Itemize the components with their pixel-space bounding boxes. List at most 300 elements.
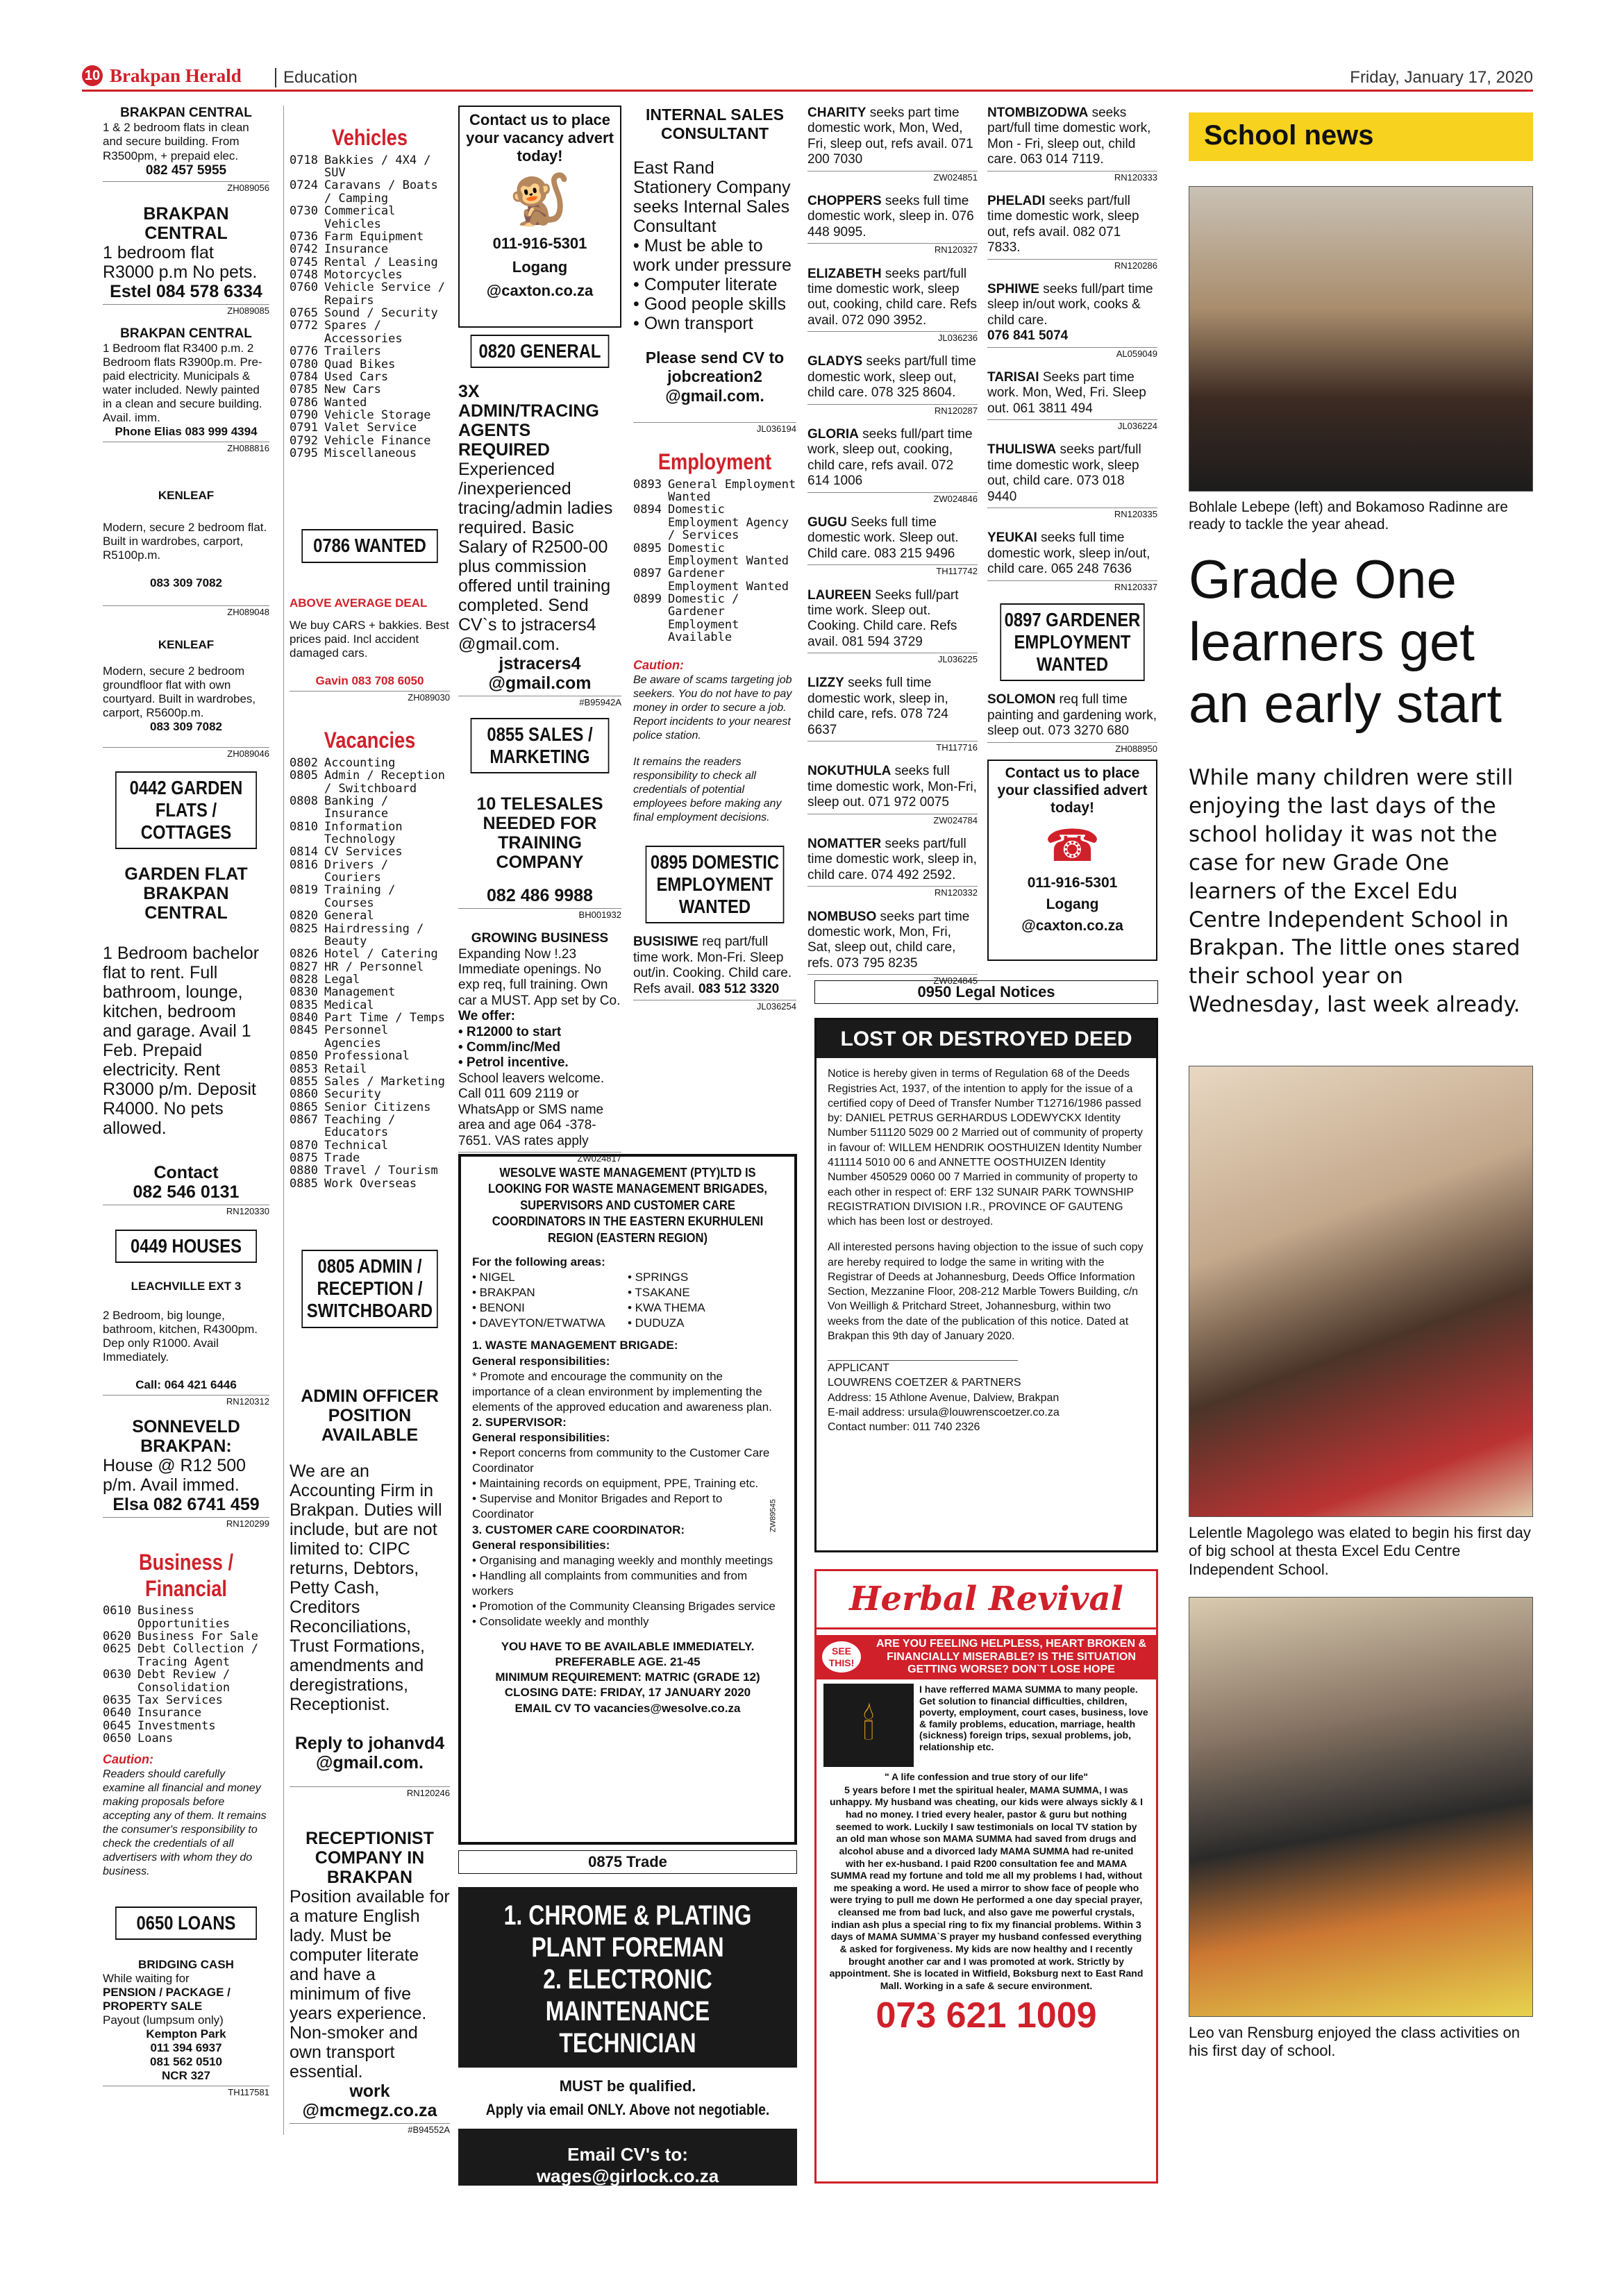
category-label: Valet Service — [324, 421, 417, 435]
category-code: 0808 — [290, 794, 318, 808]
classified-ref: ZW024784 — [807, 814, 978, 826]
category-code: 0610 — [103, 1604, 131, 1618]
classified-ref: JL036225 — [807, 653, 978, 664]
ad-ref: ZH089046 — [103, 747, 269, 759]
classified-entry — [807, 354, 978, 401]
category-row — [290, 1088, 450, 1100]
category-row — [290, 986, 450, 998]
ad-body: 2 Bedroom, big lounge, bathroom, kitchen, R4300pm. Dep only R1000. Avail Immediately. — [103, 1308, 258, 1364]
category-label: Security — [324, 1087, 381, 1102]
wesolve-subhead: General responsibilities: — [472, 1538, 610, 1552]
ad-body: 1 bedroom flat R3000 p.m No pets. — [103, 243, 258, 283]
category-row — [290, 1012, 450, 1024]
category-label: Vehicle Finance — [324, 433, 431, 448]
category-code: 0784 — [290, 369, 318, 384]
category-row — [290, 319, 450, 345]
ad-phone: Phone Elias 083 999 4394 — [115, 425, 258, 439]
classified-body: seeks part/full time domestic work, sleep out, refs avail. 082 071 7833. — [987, 193, 1139, 255]
ad-offer-item: • Petrol incentive. — [458, 1055, 569, 1071]
wesolve-list — [472, 1553, 783, 1629]
ad-title: LEACHVILLE EXT 3 — [131, 1279, 242, 1293]
category-code: 0853 — [290, 1062, 318, 1076]
category-row — [290, 281, 450, 307]
ad-ref: ZH089056 — [103, 181, 269, 193]
trade-must: MUST be qualified. — [559, 2077, 696, 2095]
category-label: Training / Courses — [324, 883, 396, 910]
category-row — [290, 1024, 450, 1050]
classified-name: NTOMBIZODWA — [987, 106, 1089, 120]
classified-body: seeks full/part time work, sleep out, cooking, child care, refs avail. 072 614 1006 — [807, 427, 973, 489]
herbal-title: Herbal Revival — [817, 1571, 1156, 1629]
ad-title: BRAKPAN CENTRAL — [143, 204, 229, 244]
classified-entry — [987, 194, 1157, 256]
category-label: Business Opportunities — [137, 1604, 231, 1631]
ad-offer: We offer: — [458, 1009, 515, 1024]
wesolve-text: * Promote and encourage the community on the importance of a clean environment by implementing the elements of the approved education and awareness plan. — [472, 1369, 772, 1414]
category-label: Insurance — [324, 242, 389, 257]
classified-body: seeks full time domestic work, sleep in. 076 448 9095. — [807, 193, 974, 240]
category-row — [290, 821, 450, 846]
ad-bullet: • Must be able to work under pressure — [633, 236, 792, 276]
classified-entry — [807, 106, 978, 168]
section-name: Education — [275, 68, 358, 87]
ad-body: We are an Accounting Firm in Brakpan. Duties will include, but are not limited to: CIPC returns, Debtors, Petty Cash, Creditors Reconciliations, Trust Formations, amendments and deregistrations, Receptionist. — [290, 1461, 442, 1714]
article-body: While many children were still enjoying the last days of the school holiday it was not the case for new Grade One learners of the Excel Edu Centre Independent School in Brakpan. The little ones stared their school year on Wednesday, last week already. — [1189, 765, 1521, 1018]
ad-offer-item: • Comm/inc/Med — [458, 1040, 561, 1055]
wesolve-areas — [472, 1270, 783, 1331]
ad-ref: RN120246 — [290, 1786, 450, 1798]
ad-title: BUSISIWE — [633, 935, 698, 950]
ad-entry — [633, 935, 796, 997]
classified-body: seeks full time domestic work, Mon-Fri, sleep out. 071 972 0075 — [807, 764, 977, 810]
list-line: • Handling all complaints from communities and from workers — [472, 1568, 748, 1598]
ad-body: While waiting for — [103, 1972, 190, 1986]
category-row — [633, 542, 796, 568]
category-code: 0772 — [290, 319, 318, 333]
ad-title: RECEPTIONIST COMPANY IN BRAKPAN — [305, 1828, 434, 1887]
classified-entry — [807, 194, 978, 240]
category-code: 0840 — [290, 1011, 318, 1025]
vacancies-category-list — [290, 757, 450, 1190]
category-label: Caravans / Boats / Camping — [324, 178, 438, 206]
list-line: • Supervise and Monitor Brigades and Report to Coordinator — [472, 1492, 723, 1521]
category-row — [290, 1101, 450, 1114]
category-label: Hotel / Catering — [324, 947, 438, 962]
legal-applicant: APPLICANT — [828, 1362, 889, 1375]
category-label: Trade — [324, 1151, 360, 1166]
category-code: 0795 — [290, 446, 318, 461]
ad-ref: RN120330 — [103, 1205, 269, 1216]
classified-entry — [807, 910, 978, 972]
ad-entry — [987, 692, 1157, 739]
category-code: 0855 — [290, 1074, 318, 1089]
classified-body: Seeks part time work. Mon, Wed, Fri. Sleep out. 061 3811 494 — [987, 369, 1146, 416]
trade-job-2: 2. ELECTRONIC MAINTENANCE TECHNICIAN — [543, 1964, 712, 2059]
category-box: 0442 GARDEN FLATS / COTTAGES — [115, 771, 257, 850]
category-label: Accounting — [324, 755, 396, 770]
ad-title: 3X ADMIN/TRACING AGENTS REQUIRED — [458, 382, 599, 460]
ad-body: 1 Bedroom flat R3400 p.m. 2 Bedroom flats R3900p.m. Pre- paid electricity. Municipals & water included. Newly painted in a clean and secure building. Avail. imm. — [103, 342, 262, 425]
category-label: Domestic Employment Wanted — [668, 541, 789, 568]
vehicles-heading: Vehicles — [332, 125, 408, 150]
category-label: Drivers / Couriers — [324, 857, 389, 885]
classified-entry — [807, 764, 978, 810]
category-code: 0640 — [103, 1706, 131, 1720]
classified-ref: TH117716 — [807, 741, 978, 753]
category-code: 0867 — [290, 1112, 318, 1127]
ad-ref: RN120312 — [103, 1395, 269, 1407]
category-row — [290, 948, 450, 960]
category-code: 0625 — [103, 1642, 131, 1657]
ad-body: Payout (lumpsum only) — [103, 2013, 224, 2027]
category-label: Personnel Agencies — [324, 1023, 389, 1050]
candle-icon: 🕯 — [823, 1684, 914, 1767]
category-row — [103, 1732, 269, 1745]
wesolve-section: 1. WASTE MANAGEMENT BRIGADE: — [472, 1339, 678, 1352]
wesolve-subhead: General responsibilities: — [472, 1354, 610, 1368]
wesolve-title: WESOLVE WASTE MANAGEMENT (PTY)LTD IS LOOKING FOR WASTE MANAGEMENT BRIGADES, SUPERVISORS AND CUSTOMER CARE COORDINATORS IN THE EASTERN EKURHULENI REGION (EASTERN REGION) — [487, 1166, 768, 1245]
category-label: Management — [324, 985, 396, 1000]
category-code: 0630 — [103, 1668, 131, 1682]
classified-entry — [807, 676, 978, 738]
category-row — [633, 567, 796, 593]
category-label: Professional — [324, 1049, 410, 1064]
classified-ref: ZW024846 — [807, 492, 978, 504]
classified-body: seeks part/full time domestic work, sleep out, child care. 073 018 9440 — [987, 442, 1141, 504]
trade-email: wages@girlock.co.za — [536, 2165, 719, 2186]
category-code: 0875 — [290, 1151, 318, 1166]
business-heading: Business / Financial — [138, 1549, 234, 1601]
category-label: Used Cars — [324, 369, 389, 384]
classified-entry — [807, 515, 978, 562]
category-row — [290, 421, 450, 434]
list-line: • KWA THEMA — [628, 1301, 705, 1315]
legal-line: E-mail address: ursula@louwrenscoetzer.co.za — [828, 1406, 1060, 1418]
ad-bullet: • Good people skills — [633, 294, 786, 315]
wesolve-subhead: General responsibilities: — [472, 1430, 610, 1444]
category-label: Domestic / Gardener Employment Available — [668, 592, 739, 645]
column-3 — [458, 106, 621, 1164]
classified-name: THULISWA — [987, 442, 1057, 458]
classified-name: GLADYS — [807, 354, 863, 369]
list-line: • Report concerns from community to the Customer Care Coordinator — [472, 1446, 770, 1475]
ad-body: We buy CARS + bakkies. Best prices paid. Incl accident damaged cars. — [290, 618, 449, 660]
classified-name: NOMBUSO — [807, 909, 877, 924]
category-code: 0810 — [290, 819, 318, 834]
ad-title: BRAKPAN CENTRAL — [120, 326, 252, 341]
category-label: Part Time / Temps — [324, 1011, 445, 1025]
legal-paragraph: All interested persons having objection to the issue of such copy are hereby required to lodge the same in writing with the Registrar of Deeds at Johannesburg, Deeds Office Information Section, Mezzanine Floor, 208-212 Marble Towers Building, c/n Von Weilligh & Pritchard Street, Johannesburg, within two weeks from the date of the publication of this notice. Dated at Brakpan this 9th day of January 2020. — [828, 1241, 1144, 1342]
category-label: Hairdressing / Beauty — [324, 921, 424, 948]
category-label: Vehicle Storage — [324, 408, 431, 422]
classified-ref: AL059049 — [987, 347, 1157, 359]
category-label: Tax Services — [137, 1693, 223, 1707]
category-label: Travel / Tourism — [324, 1164, 438, 1178]
category-row — [290, 1164, 450, 1177]
ad-title: KENLEAF — [158, 638, 215, 652]
list-line: • SPRINGS — [628, 1271, 689, 1284]
school-news-banner — [1189, 112, 1533, 161]
ad-body: Modern, secure 2 bedroom flat. Built in wardrobes, carport, R5100p.m. — [103, 520, 267, 562]
employment-category-list — [633, 478, 796, 644]
category-code: 0730 — [290, 204, 318, 219]
ad-body: Position available for a mature English lady. Must be computer literate and have a minimum of five years experience. Non-smoker and own transport essential. — [290, 1886, 450, 2081]
category-code: 0718 — [290, 153, 318, 167]
ad-body: 1 & 2 bedroom flats in clean and secure building. From R3500pm, + prepaid elec. — [103, 121, 249, 162]
category-row — [103, 1694, 269, 1707]
ad-phone: Gavin 083 708 6050 — [315, 673, 424, 687]
ad-body: House @ R12 500 p/m. Avail immed. — [103, 1455, 246, 1495]
ad-body: Modern, secure 2 bedroom groundfloor flat with own courtyard. Built in wardrobes, carport, R5600p.m. — [103, 664, 256, 720]
category-row — [290, 447, 450, 460]
ad-body: East Rand Stationery Company seeks Internal Sales Consultant — [633, 158, 791, 237]
category-label: Bakkies / 4X4 / SUV — [324, 153, 431, 181]
category-label: Spares / Accessories — [324, 319, 403, 346]
category-row — [290, 371, 450, 383]
classified-body: Seeks full time domestic work. Sleep out. Child care. 083 215 9496 — [807, 514, 959, 561]
classified-ref: RN120335 — [987, 508, 1157, 519]
list-line: • BRAKPAN — [472, 1286, 535, 1300]
herbal-phone: 073 621 1009 — [876, 1995, 1097, 2036]
category-label: Wanted — [324, 395, 367, 410]
ad-title: 10 TELESALES NEEDED FOR TRAINING COMPANY — [476, 794, 603, 872]
category-code: 0805 — [290, 769, 318, 783]
gardener-domestic-list — [987, 106, 1157, 592]
ad-phone: Call: 064 421 6446 — [135, 1378, 237, 1392]
photo-learner-puzzle — [1189, 1597, 1533, 2017]
category-code: 0620 — [103, 1629, 131, 1644]
legal-body — [817, 1058, 1156, 1443]
category-label: Debt Review / Consolidation — [137, 1668, 231, 1695]
category-code: 0645 — [103, 1718, 131, 1733]
herbal-question — [817, 1635, 1156, 1680]
ad-body: Expanding Now !.23 Immediate openings. No exp req, full training. Own car a MUST. App set by Co. — [458, 946, 621, 1008]
ad-title: KENLEAF — [158, 488, 215, 502]
category-code: 0802 — [290, 755, 318, 770]
classified-body: Seeks full/part time work. Sleep out. Cooking. Child care. Refs avail. 081 594 3729 — [807, 587, 959, 649]
classified-entry — [807, 588, 978, 651]
category-row — [103, 1643, 269, 1668]
caution-title: Caution: — [633, 658, 684, 673]
ad-reply: work @mcmegz.co.za — [302, 2081, 437, 2120]
category-row — [290, 973, 450, 986]
classified-body: seeks part/full time domestic work, sleep in, child care. 074 492 2592. — [807, 836, 977, 882]
contact-box — [987, 760, 1157, 961]
classified-body: seeks part/full time domestic work, sleep out, child care. 078 325 8604. — [807, 354, 976, 401]
category-row — [290, 256, 450, 269]
page-header — [82, 64, 1533, 92]
classified-entry — [807, 837, 978, 883]
ad-bullet: • Own transport — [633, 314, 753, 334]
legal-line: LOUWRENS COETZER & PARTNERS — [828, 1377, 1021, 1389]
category-code: 0816 — [290, 857, 318, 872]
classified-entry — [987, 442, 1157, 505]
category-code: 0860 — [290, 1087, 318, 1102]
classified-entry — [987, 106, 1157, 168]
category-code: 0850 — [290, 1049, 318, 1064]
ad-ref: ZH088816 — [103, 442, 269, 453]
legal-line: Address: 15 Athlone Avenue, Dalview, Brakpan — [828, 1391, 1060, 1404]
column-1 — [103, 106, 269, 2098]
category-code: 0776 — [290, 344, 318, 359]
caution-text: Be aware of scams targeting job seekers. You do not have to pay money in order to secure a job. Report incidents to your nearest police station. — [633, 673, 792, 741]
ad-title: INTERNAL SALES CONSULTANT — [646, 106, 784, 143]
wesolve-section: 3. CUSTOMER CARE COORDINATOR: — [472, 1523, 685, 1536]
vehicles-category-list — [290, 154, 450, 460]
classified-ref: JL036224 — [987, 419, 1157, 431]
category-code: 0894 — [633, 503, 662, 517]
category-label: Investments — [137, 1718, 216, 1733]
category-row — [290, 999, 450, 1012]
category-row — [290, 859, 450, 885]
business-category-list — [103, 1604, 269, 1745]
category-box: 0897 GARDENER EMPLOYMENT WANTED — [1000, 603, 1144, 682]
ad-ref: BH001932 — [458, 908, 621, 920]
ad-title: SOLOMON — [987, 692, 1056, 707]
legal-paragraph: Notice is hereby given in terms of Regulation 68 of the Deeds Registries Act, 1937, of the intention to apply for the issue of a certified copy of Deed of Transfer Number T12716/1986 passed by: DANIEL PETRUS GERHARDUS LODEWYCKX Identity Number 511120 5029 00 2 Married out of community of property in favour of: WILLEM HENDRIK OOSTHUIZEN Identity Number 411114 5010 00 6 and ANNETTE OOSTHUIZEN Identity Number 450529 0060 00 7 Married in community of property to each other in respect of: ERF 132 SUNAIR PARK TOWNSHIP REGISTRATION DIVISION I.R., PROVINCE OF GAUTENG which has been lost or destroyed. — [828, 1068, 1143, 1228]
ad-body-bold: PENSION / PACKAGE / PROPERTY SALE — [103, 1986, 231, 2013]
category-row — [290, 307, 450, 319]
wesolve-footer: YOU HAVE TO BE AVAILABLE IMMEDIATELY. — [501, 1640, 755, 1654]
classified-entry — [987, 282, 1157, 344]
phone-icon: ☎ — [1044, 821, 1100, 871]
areas-left — [472, 1270, 628, 1331]
category-row — [290, 345, 450, 358]
classified-phone: 076 841 5074 — [987, 328, 1069, 344]
category-label: Legal — [324, 972, 360, 987]
ad-offer-item: • R12000 to start — [458, 1024, 562, 1039]
classified-ref: TH117742 — [807, 564, 978, 576]
category-row — [633, 478, 796, 504]
ad-bullet: • Computer literate — [633, 275, 778, 295]
classified-ref: ZW024851 — [807, 171, 978, 183]
category-row — [290, 154, 450, 180]
ad-line: 081 562 0510 — [150, 2055, 222, 2069]
wesolve-list — [472, 1446, 783, 1522]
classified-ref: RN120333 — [987, 171, 1157, 183]
classified-name: CHOPPERS — [807, 193, 882, 208]
classified-entry — [987, 370, 1157, 417]
category-row — [290, 396, 450, 409]
category-code: 0870 — [290, 1138, 318, 1153]
category-code: 0820 — [290, 909, 318, 923]
category-box: 0895 DOMESTIC EMPLOYMENT WANTED — [646, 846, 785, 924]
classified-ref: ZW024845 — [807, 974, 978, 986]
trade-apply: Apply via email ONLY. Above not negotiable. — [485, 2100, 770, 2118]
category-label: General — [324, 909, 374, 923]
category-box: 0820 GENERAL — [471, 335, 610, 368]
category-code: 0827 — [290, 960, 318, 974]
classified-name: LIZZY — [807, 676, 844, 691]
category-row — [290, 757, 450, 769]
ad-ref: JL036254 — [633, 1000, 796, 1012]
category-label: New Cars — [324, 383, 381, 397]
contact-name: Logang — [1046, 896, 1099, 913]
photo-learner-glasses — [1189, 1066, 1533, 1517]
category-row — [290, 1114, 450, 1139]
category-row — [290, 910, 450, 922]
classified-ref: RN120287 — [807, 404, 978, 416]
classified-ref: RN120332 — [807, 886, 978, 898]
classified-name: SPHIWE — [987, 281, 1039, 296]
contact-text: Contact us to place your vacancy advert today! — [466, 111, 614, 165]
list-line: • DAVEYTON/ETWATWA — [472, 1316, 605, 1330]
category-code: 0865 — [290, 1100, 318, 1114]
ad-title: GARDEN FLAT BRAKPAN CENTRAL — [124, 864, 248, 923]
ad-title: ABOVE AVERAGE DEAL — [290, 596, 428, 610]
ad-phone: 082 546 0131 — [133, 1182, 240, 1203]
ad-contact: Contact — [153, 1163, 219, 1183]
ad-line: Kempton Park — [146, 2027, 226, 2041]
caution-text: It remains the readers responsibility to check all credentials of potential employees before making any final employment decisions. — [633, 755, 782, 823]
ad-line: NCR 327 — [162, 2069, 210, 2083]
ad-phone: 083 512 3320 — [698, 981, 780, 996]
category-code: 0742 — [290, 242, 318, 257]
ad-line: 011 394 6937 — [150, 2041, 222, 2055]
category-label: General Employment Wanted — [668, 477, 796, 505]
paper-name: Brakpan Herald — [110, 65, 242, 86]
classified-name: YEUKAI — [987, 530, 1037, 546]
category-label: CV Services — [324, 845, 403, 860]
category-code: 0814 — [290, 845, 318, 860]
caution-title: Caution: — [103, 1752, 153, 1767]
ad-ref: ZW89545 — [769, 1499, 778, 1532]
classified-name: GLORIA — [807, 427, 859, 442]
ad-title: ADMIN OFFICER POSITION AVAILABLE — [301, 1386, 439, 1445]
category-code: 0745 — [290, 255, 318, 269]
school-news-title: School news — [1204, 120, 1374, 151]
category-label: Information Technology — [324, 819, 403, 847]
ad-title: SONNEVELD BRAKPAN: — [132, 1416, 240, 1456]
category-code: 0748 — [290, 267, 318, 282]
ad-title: BRIDGING CASH — [138, 1958, 234, 1971]
category-row — [290, 769, 450, 795]
category-box: 0449 HOUSES — [115, 1230, 257, 1263]
category-row — [290, 795, 450, 821]
category-code: 0830 — [290, 985, 318, 1000]
list-line: • Consolidate weekly and monthly — [472, 1615, 649, 1629]
category-label: Retail — [324, 1062, 367, 1076]
column-6 — [987, 106, 1157, 961]
ad-title: BRAKPAN CENTRAL — [120, 106, 252, 120]
category-label: Banking / Insurance — [324, 794, 389, 821]
category-code: 0897 — [633, 567, 662, 581]
ad-ref: ZH089048 — [103, 605, 269, 617]
category-row — [633, 503, 796, 542]
category-label: Medical — [324, 998, 374, 1012]
category-row — [290, 1178, 450, 1190]
trade-email-label: Email CV's to: — [567, 2143, 688, 2165]
mascot-icon: 🐒 — [508, 171, 571, 228]
category-code: 0790 — [290, 408, 318, 422]
legal-ad — [814, 1018, 1158, 1552]
category-label: Trailers — [324, 344, 381, 359]
photo-two-learners — [1189, 186, 1533, 492]
caution-text: Readers should carefully examine all financial and money making proposals before accepting any of them. It remains the consumer's responsibility to check the credentials of all advertisers with whom they do business. — [103, 1768, 267, 1877]
classified-ref: JL036236 — [807, 331, 978, 343]
category-label: Sales / Marketing — [324, 1074, 445, 1089]
classified-body: seeks full time domestic work, sleep in, child care, refs. 078 724 6637 — [807, 676, 948, 737]
column-2 — [283, 106, 450, 2135]
ad-ref: TH117581 — [103, 2086, 269, 2097]
category-label: HR / Personnel — [324, 960, 424, 974]
legal-heading: 0950 Legal Notices — [814, 980, 1158, 1004]
ad-body: School leavers welcome. Call 011 609 2119 or WhatsApp or SMS name area and age 064 -378-7651. VAS rates apply — [458, 1071, 605, 1148]
trade-white-panel — [458, 2068, 797, 2129]
category-row — [290, 1139, 450, 1152]
category-code: 0825 — [290, 921, 318, 936]
category-code: 0828 — [290, 972, 318, 987]
